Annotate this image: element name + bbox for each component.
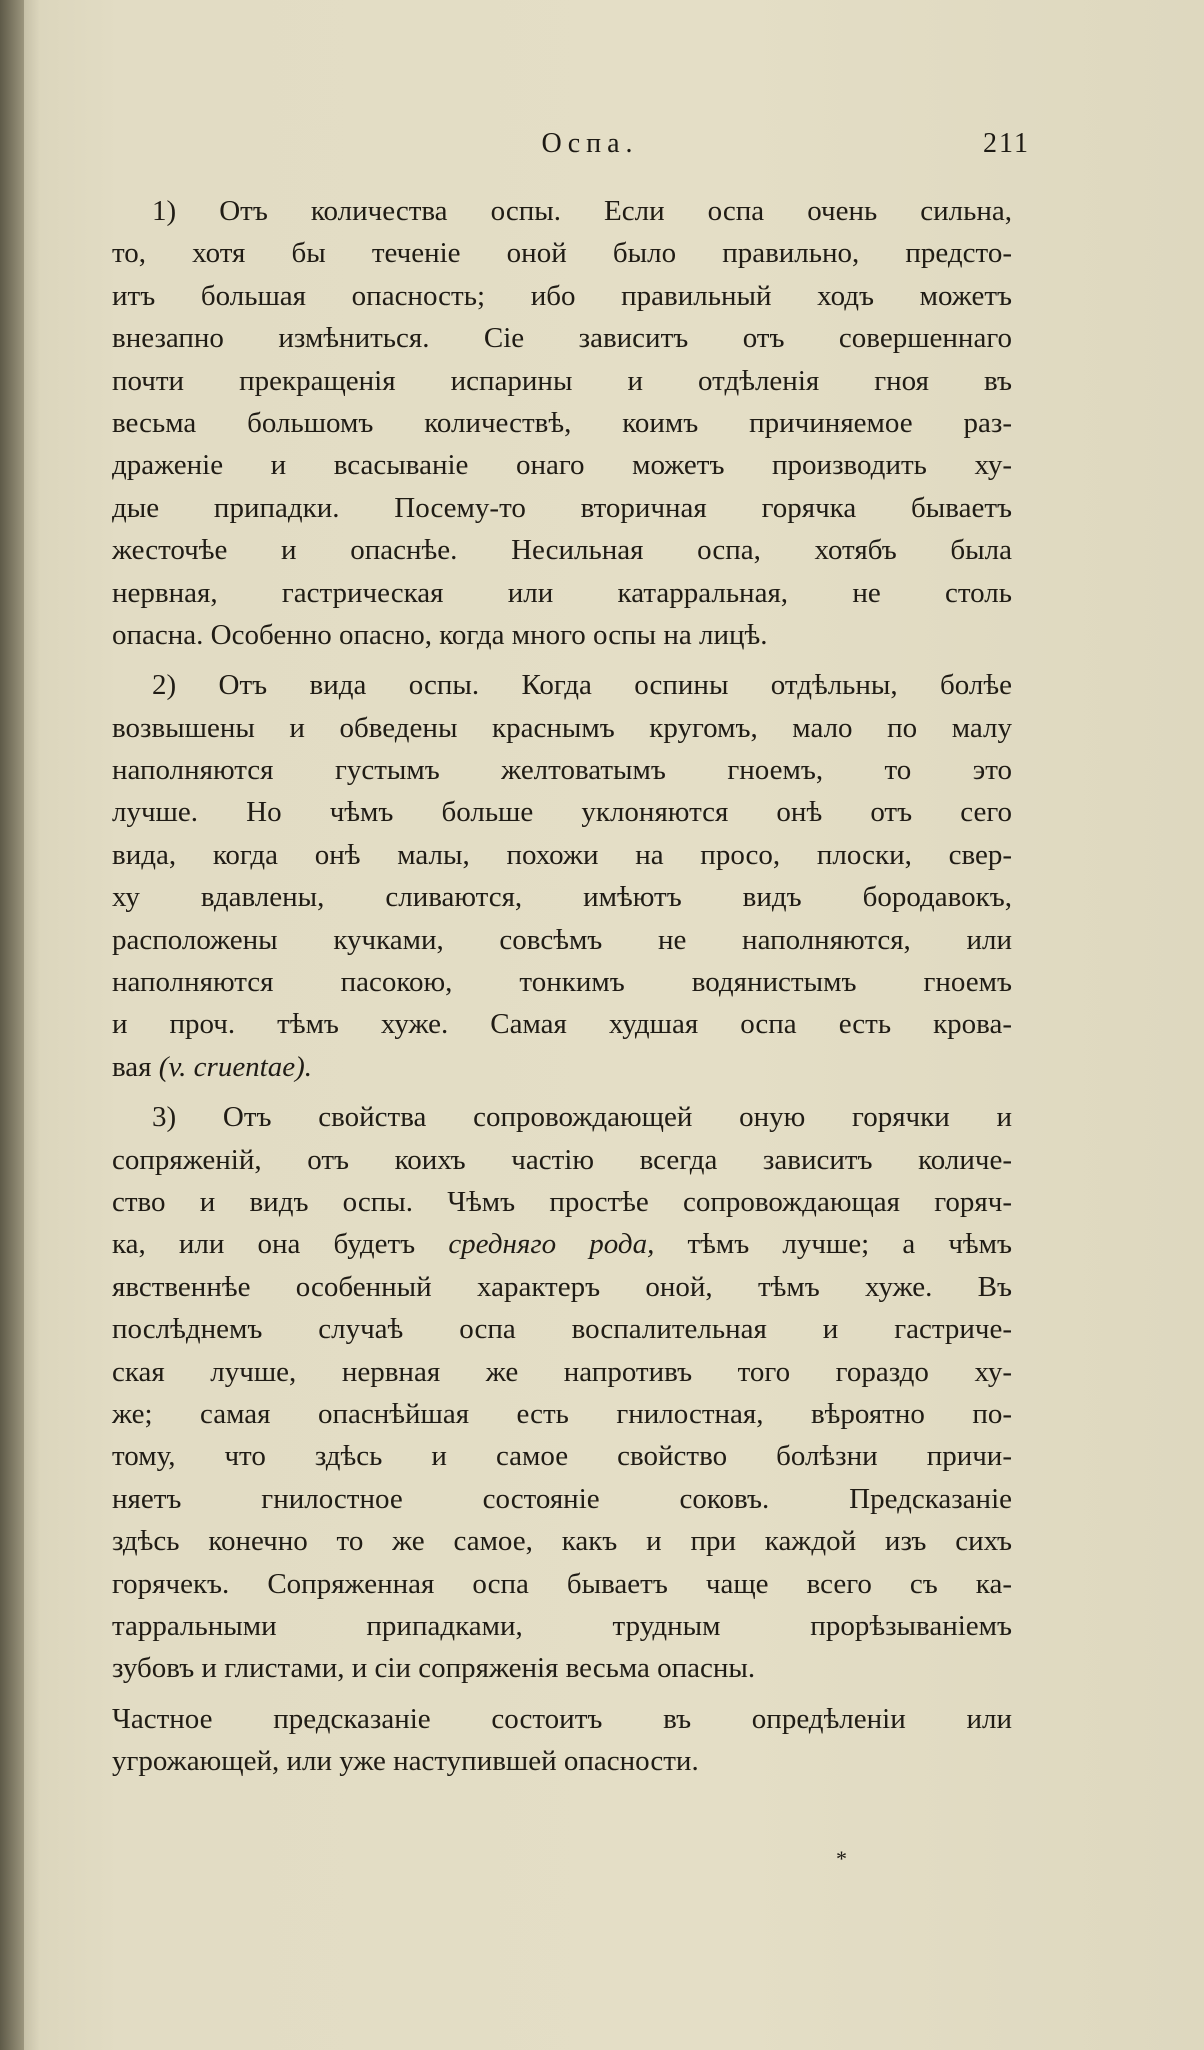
paragraph-3 — [112, 1096, 1012, 1689]
text-span: вая — [112, 1050, 159, 1083]
text-line: тому, что здѣсь и самое свойство болѣзни причи- — [112, 1440, 1012, 1473]
text-line: внезапно измѣниться. Сіе зависитъ отъ совершеннаго — [112, 322, 1012, 355]
text-line — [112, 1046, 1012, 1088]
text-line: весьма большомъ количествѣ, коимъ причиняемое раз- — [112, 406, 1012, 439]
text-span: тѣмъ лучше; а чѣмъ — [654, 1228, 1012, 1261]
text-line: и проч. тѣмъ хуже. Самая худшая оспа есть крова- — [112, 1008, 1012, 1041]
latin-term: (v. cruentae). — [158, 1050, 313, 1083]
text-line: наполняются пасокою, тонкимъ водянистымъ гноемъ — [112, 966, 1012, 999]
footer-ornament: * — [836, 1846, 847, 1871]
text-line: вида, когда онѣ малы, похожи на просо, плоски, свер- — [112, 838, 1012, 871]
text-line: то, хотя бы теченіе оной было правильно, предсто- — [112, 237, 1012, 270]
text-line: 1) Отъ количества оспы. Если оспа очень сильна, — [152, 195, 1012, 227]
page-gutter-shadow — [0, 0, 24, 2050]
text-line: почти прекращенія испарины и отдѣленія гноя въ — [112, 364, 1012, 397]
text-line: нервная, гастрическая или катарральная, не столь — [112, 576, 1012, 609]
paragraph-4 — [112, 1698, 1012, 1783]
page-number: 211 — [983, 128, 1030, 159]
text-line: 2) Отъ вида оспы. Когда оспины отдѣльны, болѣе — [152, 669, 1012, 702]
paragraph-1 — [112, 190, 1012, 656]
text-line: наполняются густымъ желтоватымъ гноемъ, то это — [112, 754, 1012, 787]
text-line: драженіе и всасываніе онаго можетъ производить ху- — [112, 449, 1012, 482]
text-line: лучше. Но чѣмъ больше уклоняются онѣ отъ сего — [112, 796, 1012, 829]
text-line: опасна. Особенно опасно, когда много оспы на лицѣ. — [112, 618, 768, 651]
text-span: ка, или она будетъ — [112, 1228, 449, 1261]
text-line: же; самая опаснѣйшая есть гнилостная, вѣроятно по- — [112, 1397, 1012, 1430]
text-line: горячекъ. Сопряженная оспа бываетъ чаще всего съ ка- — [112, 1567, 1012, 1600]
text-line: ская лучше, нервная же напротивъ того гораздо ху- — [112, 1355, 1012, 1388]
running-head: Оспа. — [541, 128, 639, 159]
body-text — [112, 190, 1012, 1782]
paragraph-2 — [112, 664, 1012, 1088]
text-line: дые припадки. Посему-то вторичная горячка бываетъ — [112, 491, 1012, 524]
text-line: няетъ гнилостное состояніе соковъ. Предсказаніе — [112, 1482, 1012, 1515]
text-line: ство и видъ оспы. Чѣмъ простѣе сопровождающая горяч- — [112, 1185, 1012, 1218]
text-line: угрожающей, или уже наступившей опасности. — [112, 1745, 699, 1778]
text-line — [112, 1223, 1012, 1265]
text-line: тарральными припадками, трудным прорѣзываніемъ — [112, 1609, 1012, 1642]
text-line: Частное предсказаніе состоитъ въ опредѣленіи или — [112, 1702, 1012, 1735]
text-line: явственнѣе особенный характеръ оной, тѣмъ хуже. Въ — [112, 1270, 1012, 1303]
page-header — [150, 128, 1030, 168]
text-line: зубовъ и глистами, и сіи сопряженія весьма опасны. — [112, 1652, 756, 1685]
text-line: расположены кучками, совсѣмъ не наполняются, или — [112, 923, 1012, 956]
text-line: итъ большая опасность; ибо правильный ходъ можетъ — [112, 279, 1012, 312]
text-line: 3) Отъ свойства сопровождающей оную горячки и — [152, 1101, 1012, 1134]
text-line: здѣсь конечно то же самое, какъ и при каждой изъ сихъ — [112, 1525, 1012, 1558]
text-line: сопряженій, отъ коихъ частію всегда зависитъ количе- — [112, 1143, 1012, 1176]
text-line: жесточѣе и опаснѣе. Несильная оспа, хотябъ была — [112, 534, 1012, 567]
text-line: ху вдавлены, сливаются, имѣютъ видъ бородавокъ, — [112, 881, 1012, 914]
text-line: послѣднемъ случаѣ оспа воспалительная и гастриче- — [112, 1313, 1012, 1346]
emphasis-term: средняго рода, — [448, 1228, 655, 1261]
text-line: возвышены и обведены краснымъ кругомъ, мало по малу — [112, 711, 1012, 744]
